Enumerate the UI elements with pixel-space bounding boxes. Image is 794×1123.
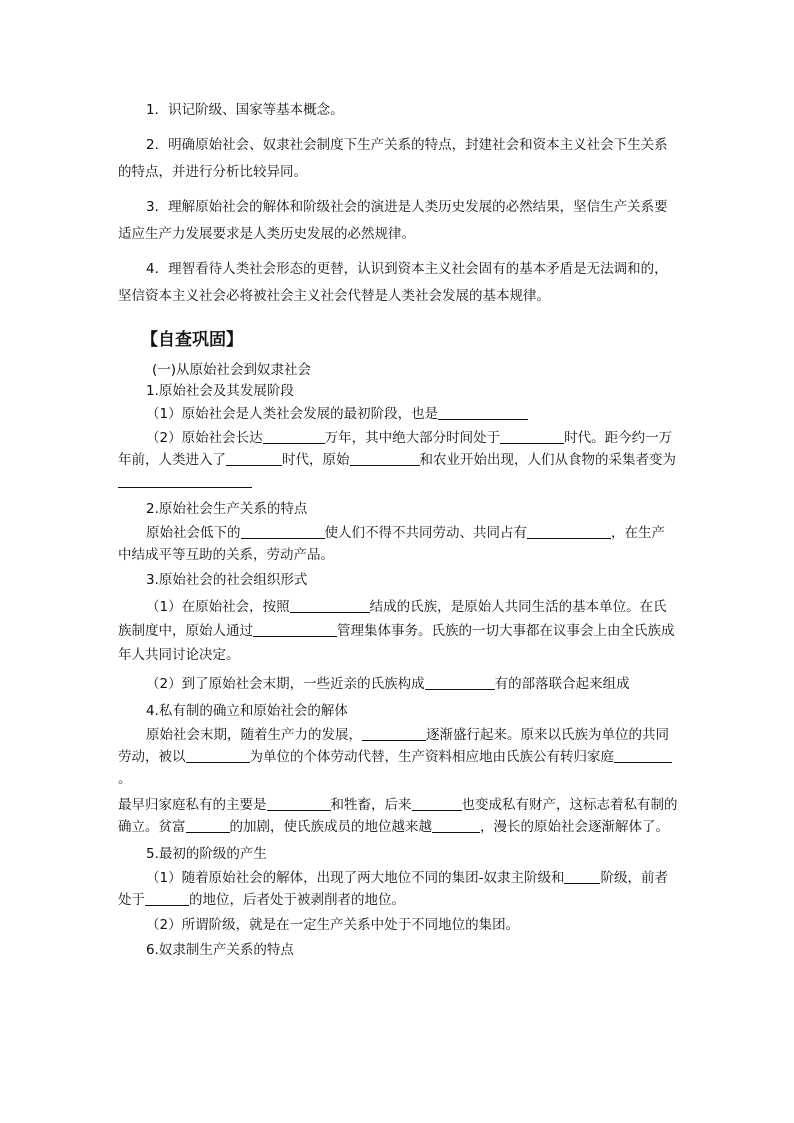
fill-blank[interactable] — [425, 675, 495, 690]
fill-blank[interactable] — [267, 796, 331, 811]
fill-blank[interactable] — [527, 524, 611, 539]
fill-blank[interactable] — [432, 818, 480, 833]
paragraph: （1）在原始社会，按照 结成的氏族，是原始人共同生活的基本单位。在氏族制度中，原始人通过 管理集体事务。氏族的一切大事都在议事会上由全氏族成年人共同讨论决定。 — [118, 599, 675, 663]
objective-1: 1．识记阶级、国家等基本概念。 — [146, 102, 344, 118]
fill-blank[interactable] — [564, 869, 600, 884]
section-title: 【自查巩固】 — [141, 330, 243, 350]
objective-3: 3．理解原始社会的解体和阶级社会的演进是人类历史发展的必然结果，坚信生产关系要适应生产力发展要求是人类历史发展的必然规律。 — [118, 199, 668, 242]
fill-blank[interactable] — [350, 451, 420, 466]
fill-blank[interactable] — [241, 524, 325, 539]
fill-blank[interactable] — [362, 726, 426, 741]
fill-blank[interactable] — [614, 748, 672, 763]
objective-4: 4．理智看待人类社会形态的更替，认识到资本主义社会固有的基本矛盾是无法调和的，坚信资本主义社会必将被社会主义社会代替是人类社会发展的基本规律。 — [118, 261, 668, 304]
fill-blank[interactable] — [186, 818, 230, 833]
paragraph: （2）到了原始社会末期，一些近亲的氏族构成 有的部落联合起来组成 — [146, 676, 630, 692]
fill-blank[interactable] — [500, 429, 564, 444]
fill-blank[interactable] — [253, 622, 337, 637]
objective-2: 2．明确原始社会、奴隶社会制度下生产关系的特点，封建社会和资本主义社会下生关系的特点，并进行分析比较异同。 — [118, 137, 668, 180]
paragraph: （1）原始社会是人类社会发展的最初阶段，也是 — [118, 404, 678, 425]
fill-blank[interactable] — [186, 748, 250, 763]
fill-blank[interactable] — [290, 598, 370, 613]
paragraph: 原始社会低下的 使人们不得不共同劳动、共同占有 ，在生产中结成平等互助的关系，劳动产品。 — [118, 525, 665, 563]
part-heading: (一)从原始社会到奴隶社会 — [152, 362, 312, 378]
subsection-title-6: 6.奴隶制生产关系的特点 — [146, 942, 294, 958]
paragraph: （2）所谓阶级，就是在一定生产关系中处于不同地位的集团。 — [146, 917, 520, 933]
paragraph: （1）随着原始社会的解体，出现了两大地位不同的集团-奴隶主阶级和 阶级，前者处于 的地位，后者处于被剥削者的地位。 — [118, 870, 668, 908]
subsection-title-2: 2.原始社会生产关系的特点 — [146, 501, 308, 517]
document-page — [118, 0, 678, 961]
subsection-title-4: 4.私有制的确立和原始社会的解体 — [146, 703, 348, 719]
fill-blank[interactable] — [263, 429, 325, 444]
paragraph: 原始社会末期，随着生产力的发展， 逐渐盛行起来。原来以氏族为单位的共同劳动，被以 为单位的个体劳动代替，生产资料相应地由氏族公有转归家庭。 — [118, 724, 678, 790]
fill-blank[interactable] — [145, 891, 189, 906]
subsection-title-1: 1.原始社会及其发展阶段 — [146, 383, 294, 399]
fill-blank[interactable] — [438, 405, 528, 420]
paragraph: 最早归家庭私有的主要是 和牲畜，后来 也变成私有财产，这标志着私有制的确立。贫富 的加剧，使氏族成员的地位越来越 ，漫长的原始社会逐渐解体了。 — [118, 797, 678, 835]
fill-blank[interactable] — [118, 473, 252, 488]
fill-blank[interactable] — [412, 796, 462, 811]
subsection-title-5: 5.最初的阶级的产生 — [146, 846, 267, 862]
fill-blank[interactable] — [226, 451, 282, 466]
subsection-title-3: 3.原始社会的社会组织形式 — [146, 572, 308, 588]
paragraph: （2）原始社会长达 万年，其中绝大部分时间处于 时代。距今约一万年前，人类进入了 时代，原始 和农业开始出现，人们从食物的采集者变为 — [118, 427, 678, 493]
